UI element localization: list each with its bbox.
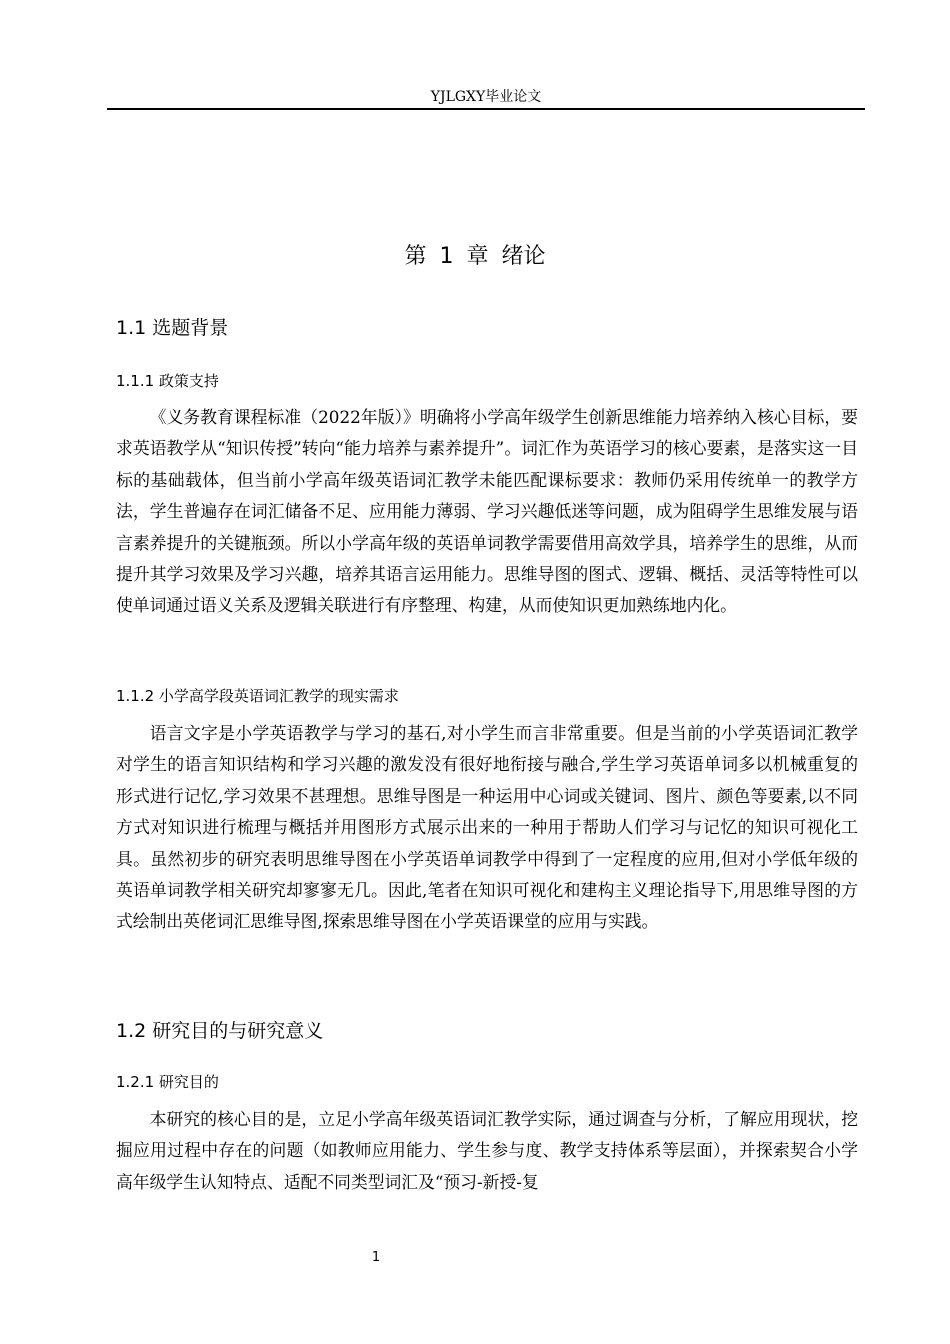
page-number: 1 [371, 1250, 381, 1265]
section-heading-1-2: 1.2 研究目的与研究意义 [116, 1020, 324, 1042]
paragraph-research-purpose: 本研究的核心目的是，立足小学高年级英语词汇教学实际，通过调查与分析，了解应用现状，挖掘应用过程中存在的问题（如教师应用能力、学生参与度、教学支持体系等层面），并探索契合小学高年级学生认知特点、适配不同类型词汇及“预习-新授-复 [116, 1109, 858, 1192]
subsection-heading-1-2-1: 1.2.1 研究目的 [116, 1073, 219, 1091]
paragraph-practical-needs: 语言文字是小学英语教学与学习的基石,对小学生而言非常重要。但是当前的小学英语词汇教学对学生的语言知识结构和学习兴趣的激发没有很好地衔接与融合,学生学习英语单词多以机械重复的形式进行记忆,学习效果不甚理想。思维导图是一种运用中心词或关键词、图片、颜色等要素,以不同方式对知识进行梳理与概括并用图形方式展示出来的一种用于帮助人们学习与记忆的知识可视化工具。虽然初步的研究表明思维导图在小学英语单词教学中得到了一定程度的应用,但对小学低年级的英语单词教学相关研究却寥寥无几。因此,笔者在知识可视化和建构主义理论指导下,用思维导图的方式绘制出英佬词汇思维导图,探索思维导图在小学英语课堂的应用与实践。 [116, 723, 858, 932]
running-title: YJLGXY毕业论文 [430, 89, 542, 105]
chapter-title: 第 1 章 绪论 [404, 244, 546, 269]
subsection-heading-1-1-2: 1.1.2 小学高学段英语词汇教学的现实需求 [116, 687, 399, 705]
paragraph-policy-support: 《义务教育课程标准（2022年版）》明确将小学高年级学生创新思维能力培养纳入核心目标，要求英语教学从“知识传授”转向“能力培养与素养提升”。词汇作为英语学习的核心要素，是落实这一目标的基础载体，但当前小学高年级英语词汇教学未能匹配课标要求：教师仍采用传统单一的教学方法，学生普遍存在词汇储备不足、应用能力薄弱、学习兴趣低迷等问题，成为阻碍学生思维发展与语言素养提升的关键瓶颈。所以小学高年级的英语单词教学需要借用高效学具，培养学生的思维，从而提升其学习效果及学习兴趣，培养其语言运用能力。思维导图的图式、逻辑、概括、灵活等特性可以使单词通过语义关系及逻辑关联进行有序整理、构建，从而使知识更加熟练地内化。 [116, 407, 858, 616]
section-heading-1-1: 1.1 选题背景 [116, 317, 229, 339]
subsection-heading-1-1-1: 1.1.1 政策支持 [116, 372, 219, 390]
running-header [107, 88, 865, 110]
